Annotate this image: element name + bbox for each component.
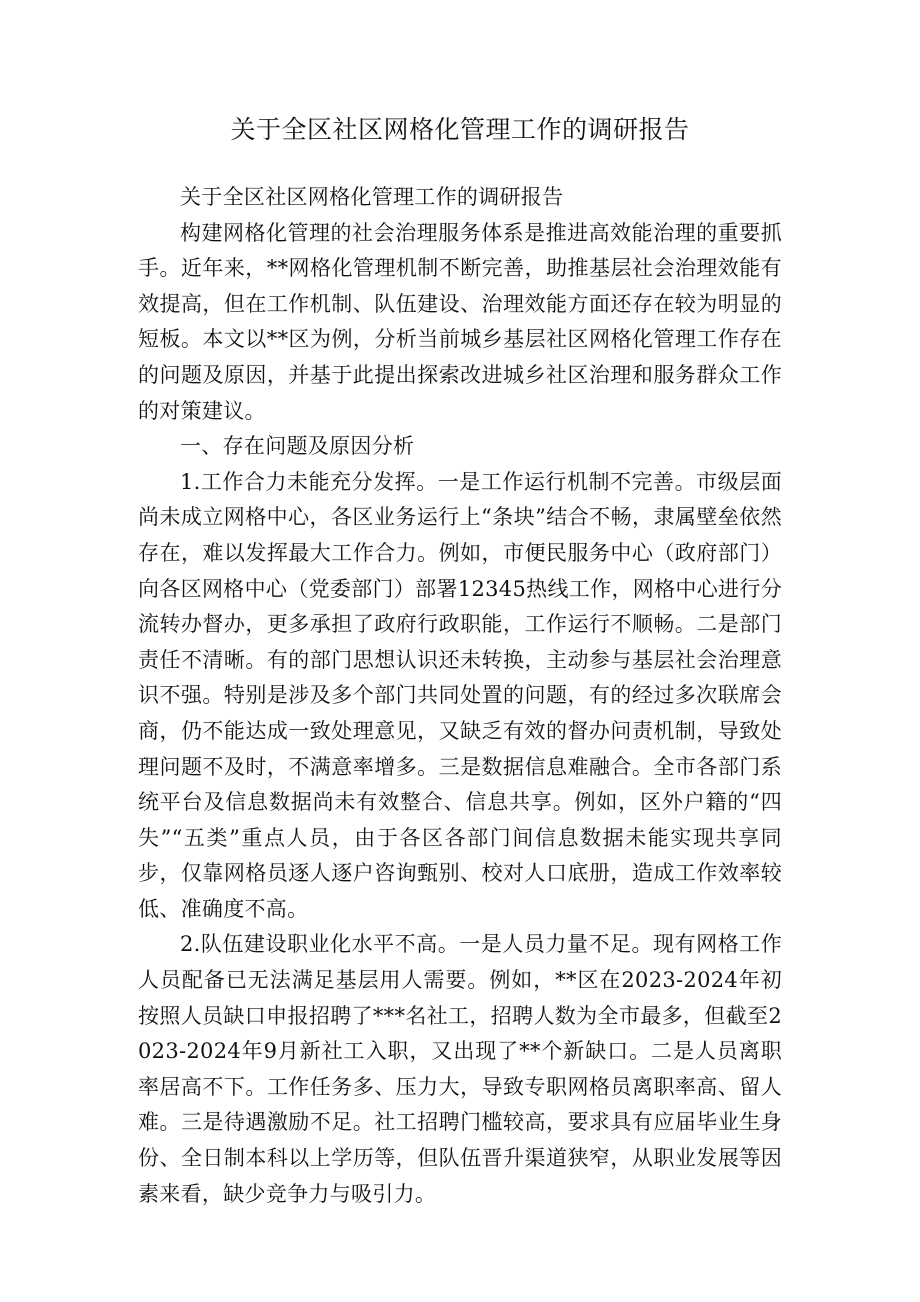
subtitle-paragraph: 关于全区社区网格化管理工作的调研报告 xyxy=(180,185,564,209)
document-title: 关于全区社区网格化管理工作的调研报告 xyxy=(230,115,690,144)
body-paragraph: 1.工作合力未能充分发挥。一是工作运行机制不完善。市级层面尚未成立网格中心，各区业务运行上“条块”结合不畅，隶属壁垒依然存在，难以发挥最大工作合力。例如，市便民服务中心（政府部门）向各区网格中心（党委部门）部署12345热线工作，网格中心进行分流转办督办，更多承担了政府行政职能，工作运行不顺畅。二是部门责任不清晰。有的部门思想认识还未转换，主动参与基层社会治理意识不强。特别是涉及多个部门共同处置的问题，有的经过多次联席会商，仍不能达成一致处理意见，又缺乏有效的督办问责机制，导致处理问题不及时，不满意率增多。三是数据信息难融合。全市各部门系统平台及信息数据尚未有效整合、信息共享。例如，区外户籍的“四失”“五类”重点人员，由于各区各部门间信息数据未能实现共享同步，仅靠网格员逐人逐户咨询甄别、校对人口底册，造成工作效率较低、准确度不高。 xyxy=(138,469,782,921)
section-heading: 一、存在问题及原因分析 xyxy=(180,434,415,459)
document-body xyxy=(138,180,782,1212)
body-paragraph: 2.队伍建设职业化水平不高。一是人员力量不足。现有网格工作人员配备已无法满足基层用人需要。例如，**区在2023-2024年初按照人员缺口申报招聘了***名社工，招聘人数为全市最多，但截至2023-2024年9月新社工入职，又出现了**个新缺口。二是人员离职率居高不下。工作任务多、压力大，导致专职网格员离职率高、留人难。三是待遇激励不足。社工招聘门槛较高，要求具有应届毕业生身份、全日制本科以上学历等，但队伍晋升渠道狭窄，从职业发展等因素来看，缺少竞争力与吸引力。 xyxy=(138,932,782,1206)
intro-paragraph: 构建网格化管理的社会治理服务体系是推进高效能治理的重要抓手。近年来，**网格化管理机制不断完善，助推基层社会治理效能有效提高，但在工作机制、队伍建设、治理效能方面还存在较为明显的短板。本文以**区为例，分析当前城乡基层社区网格化管理工作存在的问题及原因，并基于此提出探索改进城乡社区治理和服务群众工作的对策建议。 xyxy=(138,220,782,423)
